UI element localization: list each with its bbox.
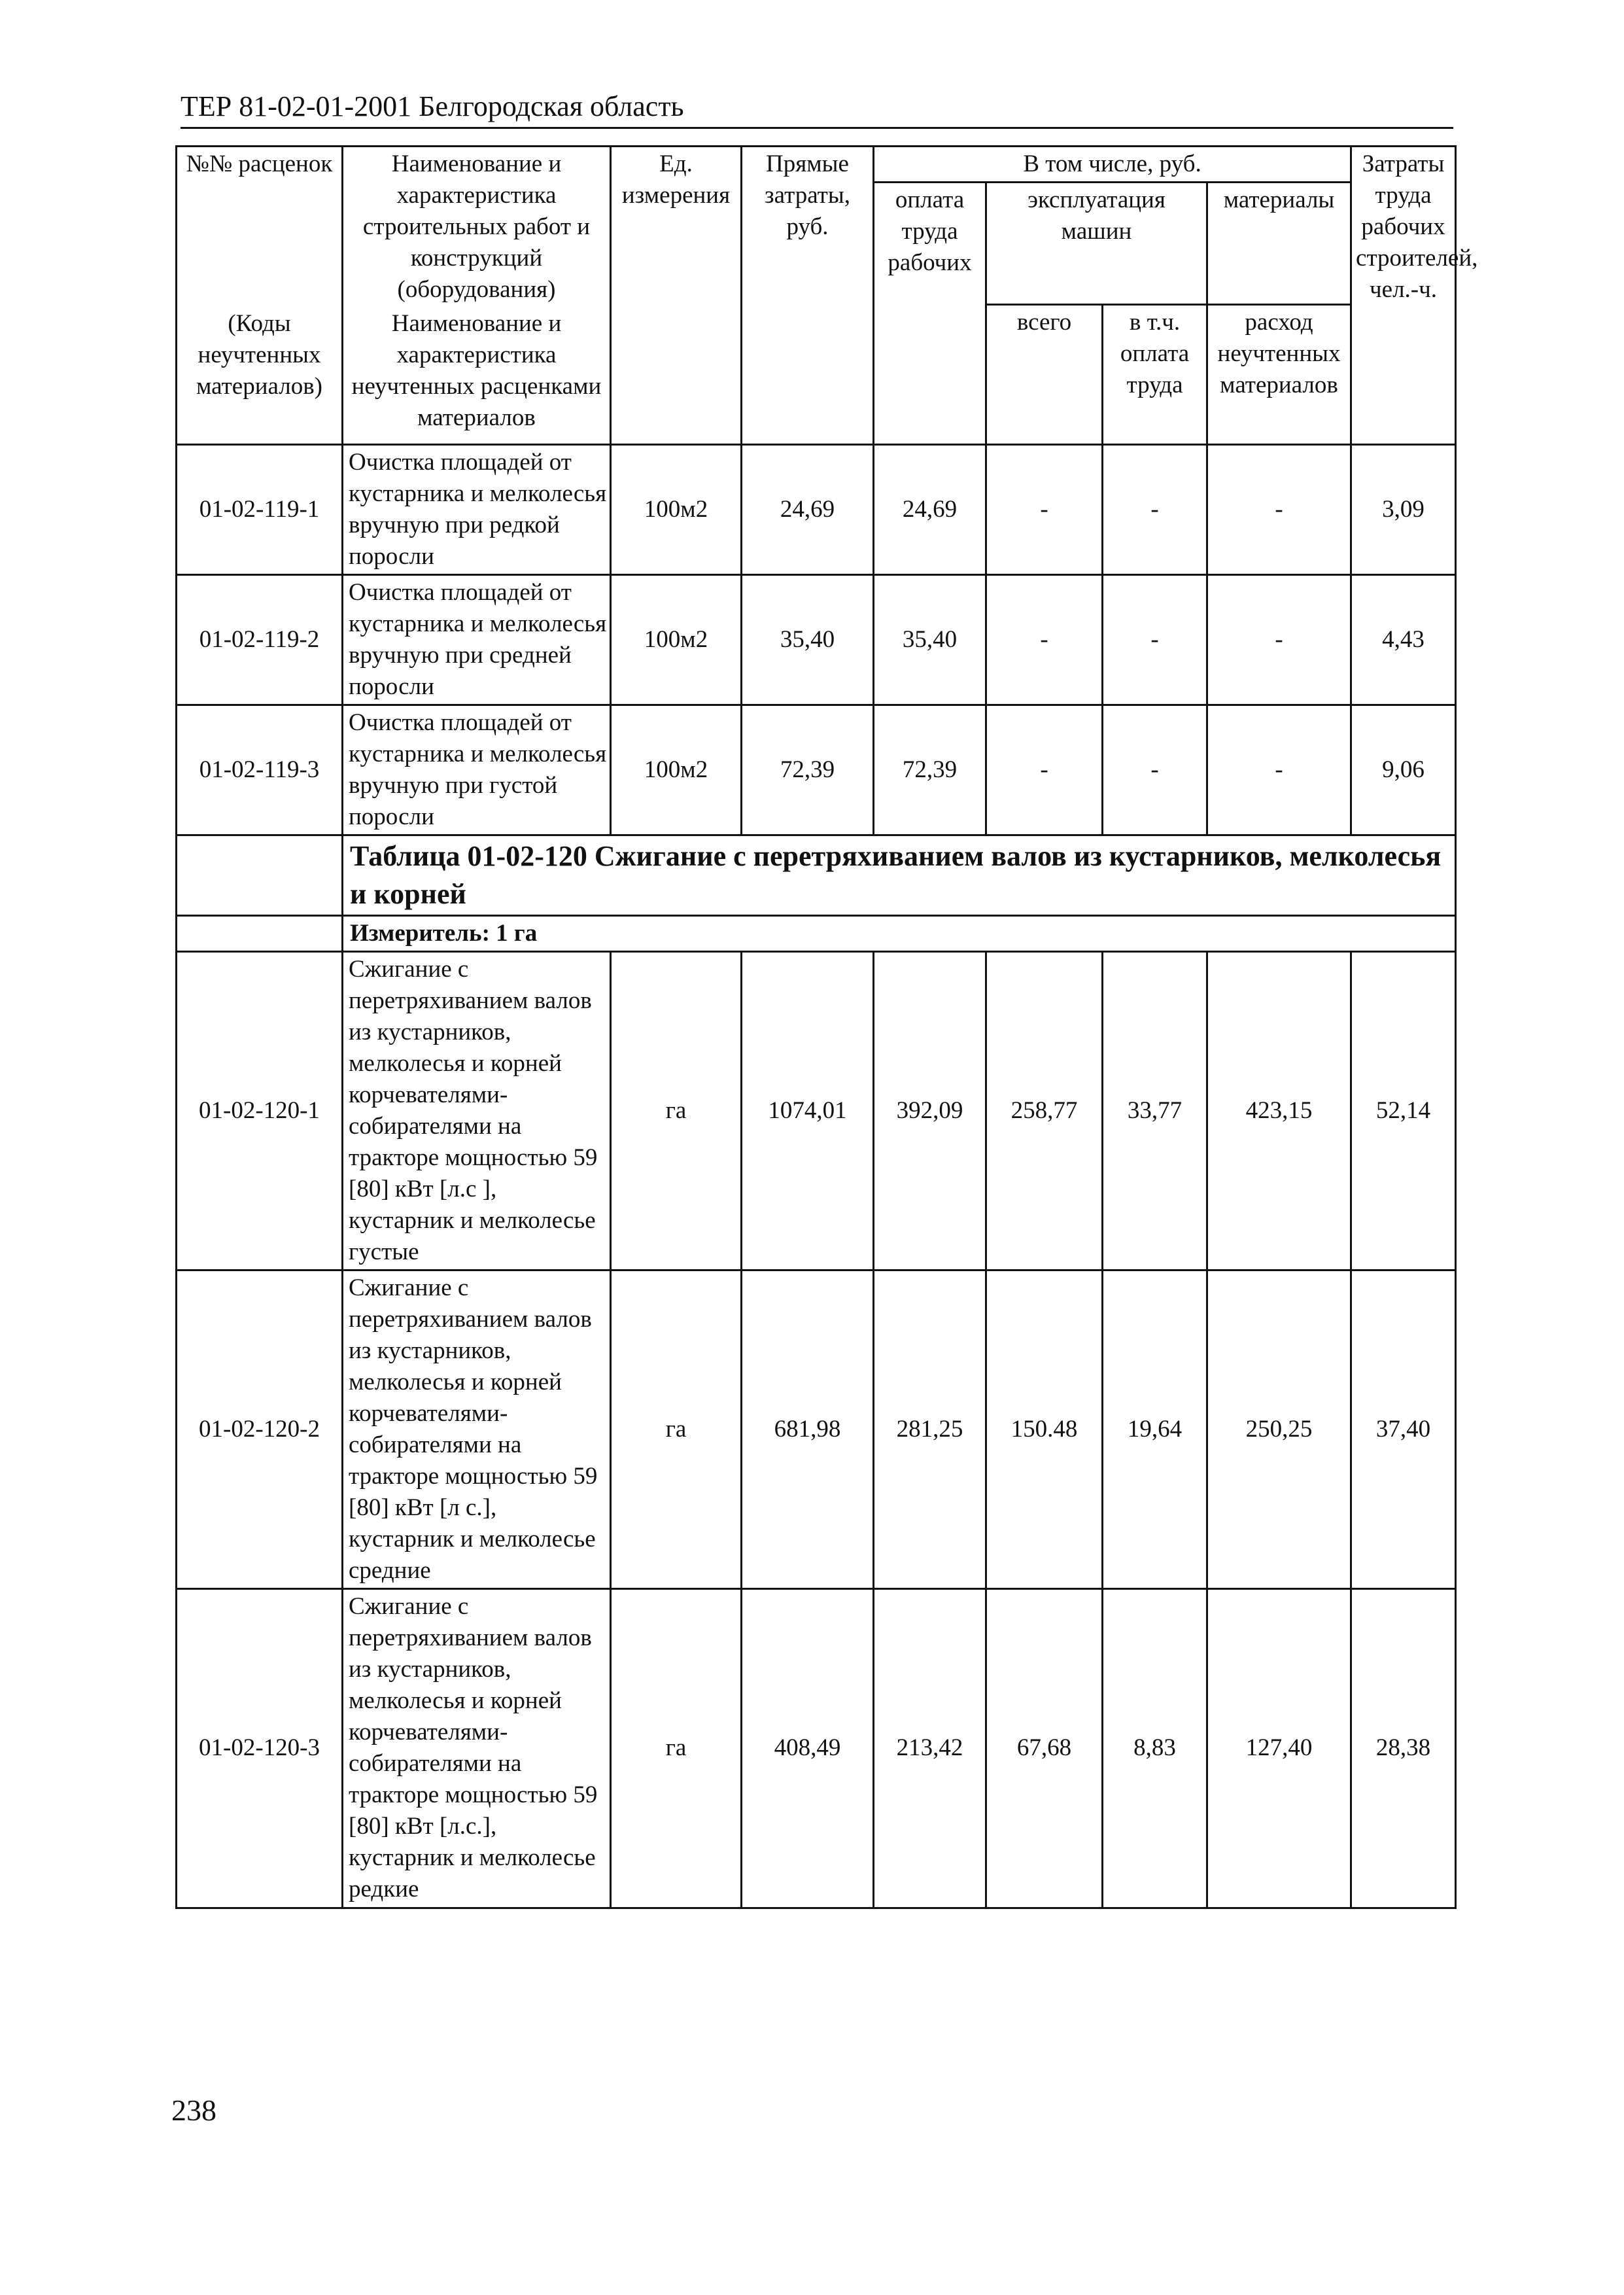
rate-labor: 52,14 xyxy=(1351,951,1456,1270)
rate-unit: 100м2 xyxy=(611,574,742,705)
col-unit-header: Ед. измерения xyxy=(611,147,742,445)
rate-labor: 4,43 xyxy=(1351,574,1456,705)
col-direct-header: Прямые затраты, руб. xyxy=(742,147,874,445)
col-labor-header: Затраты труда рабочих строителей, чел.-ч. xyxy=(1351,147,1456,445)
col-including-header: В том числе, руб. xyxy=(874,147,1351,183)
rows-120 xyxy=(177,951,1456,1908)
rate-direct: 1074,01 xyxy=(742,951,874,1270)
rate-machine-wages: - xyxy=(1103,574,1207,705)
rate-name: Сжигание с перетряхиванием валов из кустарников, мелколесья и корней корчевателями-собирателями на тракторе мощностью 59 [80] кВт [л.с ], кустарник и мелколесье густые xyxy=(343,951,611,1270)
table-title: Таблица 01-02-120 Сжигание с перетряхиванием валов из кустарников, мелколесья и корней xyxy=(343,835,1456,915)
rate-unit: 100м2 xyxy=(611,444,742,574)
table-meter: Измеритель: 1 га xyxy=(343,915,1456,951)
col-name-header: Наименование и характеристика строительных работ и конструкций (оборудования) xyxy=(343,147,611,307)
rate-wages: 392,09 xyxy=(874,951,986,1270)
rate-code: 01-02-119-3 xyxy=(177,705,343,835)
rate-unit: га xyxy=(611,1588,742,1908)
col-machines-wages-header: в т.ч. оплата труда xyxy=(1103,305,1207,444)
rate-wages: 72,39 xyxy=(874,705,986,835)
rate-labor: 28,38 xyxy=(1351,1588,1456,1908)
rate-direct: 72,39 xyxy=(742,705,874,835)
col-materials-header: материалы xyxy=(1207,183,1351,305)
page-number: 238 xyxy=(171,2094,216,2127)
page-header-title: ТЕР 81-02-01-2001 Белгородская область xyxy=(181,90,684,122)
rate-direct: 408,49 xyxy=(742,1588,874,1908)
rate-machines: - xyxy=(986,574,1103,705)
col-wages-header: оплата труда рабочих xyxy=(874,183,986,445)
rate-code: 01-02-119-1 xyxy=(177,444,343,574)
table-120-heading xyxy=(177,835,1456,951)
rate-wages: 24,69 xyxy=(874,444,986,574)
table-row xyxy=(177,574,1456,705)
rate-machine-wages: - xyxy=(1103,444,1207,574)
col-name-sub-header: Наименование и характеристика неучтенных расценками материалов xyxy=(343,307,611,444)
rate-unit: га xyxy=(611,951,742,1270)
rate-machine-wages: 19,64 xyxy=(1103,1270,1207,1588)
rate-machine-wages: 33,77 xyxy=(1103,951,1207,1270)
rate-machines: - xyxy=(986,444,1103,574)
rate-materials: 423,15 xyxy=(1207,951,1351,1270)
table-row xyxy=(177,444,1456,574)
rate-direct: 35,40 xyxy=(742,574,874,705)
col-machines-total-header: всего xyxy=(986,305,1103,444)
rate-code: 01-02-119-2 xyxy=(177,574,343,705)
table-row xyxy=(177,705,1456,835)
rate-unit: 100м2 xyxy=(611,705,742,835)
col-materials-sub-header: расход неучтенных материалов xyxy=(1207,305,1351,444)
table-row xyxy=(177,1588,1456,1908)
rate-materials: - xyxy=(1207,444,1351,574)
header-rule xyxy=(181,127,1453,129)
rate-materials: 250,25 xyxy=(1207,1270,1351,1588)
col-machines-header: эксплуатация машин xyxy=(986,183,1207,305)
table-row xyxy=(177,951,1456,1270)
rows-119 xyxy=(177,444,1456,835)
meter-spacer xyxy=(177,915,343,951)
rate-name: Очистка площадей от кустарника и мелколесья вручную при густой поросли xyxy=(343,705,611,835)
rate-materials: 127,40 xyxy=(1207,1588,1351,1908)
table-row xyxy=(177,1270,1456,1588)
rate-name: Очистка площадей от кустарника и мелколесья вручную при редкой поросли xyxy=(343,444,611,574)
rate-code: 01-02-120-3 xyxy=(177,1588,343,1908)
rate-wages: 35,40 xyxy=(874,574,986,705)
table-title-spacer xyxy=(177,835,343,915)
rate-wages: 213,42 xyxy=(874,1588,986,1908)
rate-code: 01-02-120-2 xyxy=(177,1270,343,1588)
rate-labor: 3,09 xyxy=(1351,444,1456,574)
rate-direct: 681,98 xyxy=(742,1270,874,1588)
rate-code: 01-02-120-1 xyxy=(177,951,343,1270)
rate-materials: - xyxy=(1207,574,1351,705)
rate-unit: га xyxy=(611,1270,742,1588)
rate-machines: 67,68 xyxy=(986,1588,1103,1908)
rate-machine-wages: - xyxy=(1103,705,1207,835)
rate-labor: 9,06 xyxy=(1351,705,1456,835)
rate-name: Сжигание с перетряхиванием валов из кустарников, мелколесья и корней корчевателями-собирателями на тракторе мощностью 59 [80] кВт [л с.], кустарник и мелколесье средние xyxy=(343,1270,611,1588)
rate-machines: 150.48 xyxy=(986,1270,1103,1588)
rates-table xyxy=(175,145,1478,1909)
rate-materials: - xyxy=(1207,705,1351,835)
rate-direct: 24,69 xyxy=(742,444,874,574)
rate-labor: 37,40 xyxy=(1351,1270,1456,1588)
rate-machine-wages: 8,83 xyxy=(1103,1588,1207,1908)
col-code-header: №№ расценок xyxy=(177,147,343,307)
rate-name: Очистка площадей от кустарника и мелколесья вручную при средней поросли xyxy=(343,574,611,705)
table-head xyxy=(177,147,1478,445)
rate-wages: 281,25 xyxy=(874,1270,986,1588)
col-code-sub-header: (Коды неучтенных материалов) xyxy=(177,307,343,444)
rate-machines: 258,77 xyxy=(986,951,1103,1270)
rate-machines: - xyxy=(986,705,1103,835)
rate-name: Сжигание с перетряхиванием валов из кустарников, мелколесья и корней корчевателями-собирателями на тракторе мощностью 59 [80] кВт [л.с.], кустарник и мелколесье редкие xyxy=(343,1588,611,1908)
